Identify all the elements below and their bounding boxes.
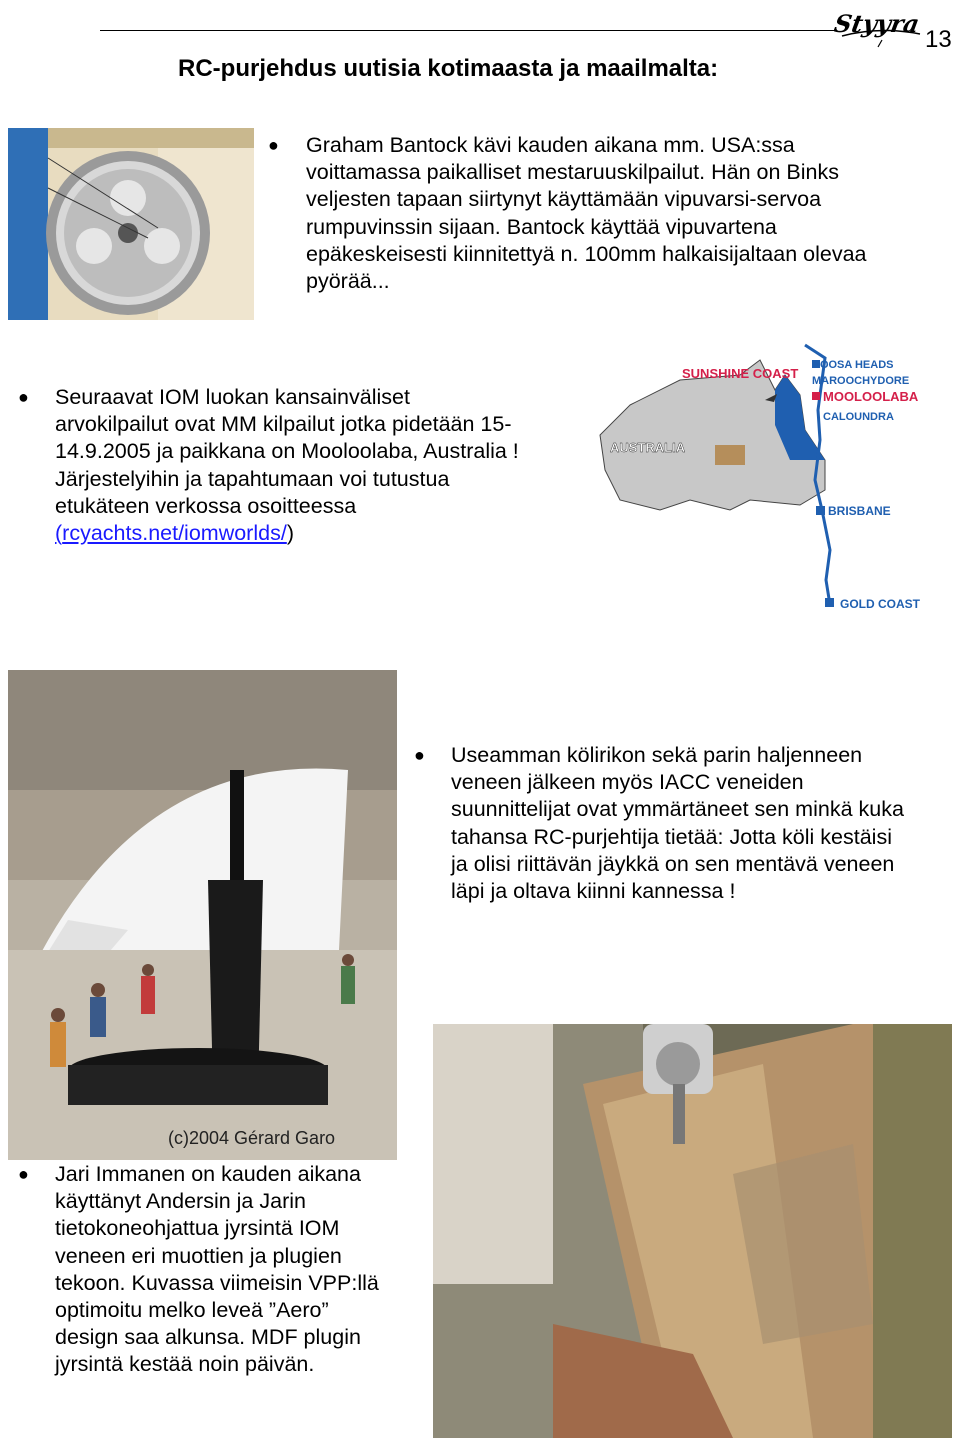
news-item-bantock [306, 132, 957, 295]
text-line: veljesten tapaan siirtynyt käyttämään vipuvarsi-servoa [306, 187, 822, 212]
news-item-iom-worlds [55, 384, 577, 547]
svg-text:Styyra: Styyra [834, 9, 922, 38]
text-line: läpi ja oltava kiinni kannessa ! [451, 879, 736, 904]
bullet-3: ● [414, 745, 425, 765]
cnc-milling-photo [433, 1024, 952, 1438]
map-place-caloundra: CALOUNDRA [823, 411, 894, 423]
map-region-label: SUNSHINE COAST [682, 366, 799, 381]
page-title: RC-purjehdus uutisia kotimaasta ja maailmalta: [178, 55, 719, 82]
text-line: etukäteen verkossa osoitteessa [55, 493, 357, 518]
text-line: epäkeskeisesti kiinnitettyä n. 100mm halkaisijaltaan olevaa [306, 241, 867, 266]
text-line: Graham Bantock kävi kauden aikana mm. USA:ssa [306, 133, 795, 157]
text-line: optimoitu melko leveä ”Aero” [55, 1298, 329, 1323]
map-country-label: AUSTRALIA [610, 440, 686, 455]
text-line: suunnittelijat ovat ymmärtäneet sen minkä kuka [451, 797, 904, 822]
text-line: design saa alkunsa. MDF plugin [55, 1325, 361, 1350]
text-line: käyttänyt Andersin ja Jarin [55, 1189, 306, 1214]
servo-wheel-photo [8, 128, 254, 320]
header-rule [100, 30, 835, 31]
bullet-4: ● [18, 1164, 29, 1184]
map-place-brisbane: BRISBANE [828, 504, 891, 518]
text-line: tekoon. Kuvassa viimeisin VPP:llä [55, 1270, 379, 1295]
news-item-iacc-keel [451, 742, 957, 905]
text-line: pyörää... [306, 269, 390, 294]
map-place-maroochydore: MAROOCHYDORE [812, 375, 910, 387]
text-line: jyrsintä kestää noin päivän. [55, 1352, 315, 1377]
text-line: ja olisi riittävän jäykkä on sen mentävä veneen [451, 851, 895, 876]
australia-map [590, 340, 935, 620]
text-line: Jari Immanen on kauden aikana [55, 1162, 361, 1186]
bullet-2: ● [18, 387, 29, 407]
map-place-goldcoast: GOLD COAST [840, 597, 920, 611]
bullet-1: ● [268, 135, 279, 155]
map-place-mooloolaba: MOOLOOLABA [823, 389, 919, 404]
text-line: tietokoneohjattua jyrsintä IOM [55, 1216, 340, 1241]
text-line: Järjestelyihin ja tapahtumaan voi tutustua [55, 466, 450, 491]
text-line: veneen jälkeen myös IACC veneiden [451, 770, 804, 795]
styyra-logo [834, 4, 924, 48]
text-line: voittamassa paikalliset mestaruuskilpailut. Hän on Binks [306, 160, 839, 185]
link-line: (rcyachts.net/iomworlds/) [55, 521, 294, 546]
iomworlds-link[interactable]: (rcyachts.net/iomworlds/ [55, 521, 287, 546]
text-line: arvokilpailut ovat MM kilpailut jotka pidetään 15- [55, 412, 512, 437]
keel-display-photo [8, 670, 397, 1160]
text-line: 14.9.2005 ja paikkana on Mooloolaba, Australia ! [55, 439, 519, 464]
page-number: 13 [925, 26, 952, 53]
text-line: Useamman kölirikon sekä parin haljenneen [451, 743, 863, 767]
text-line: Seuraavat IOM luokan kansainväliset [55, 385, 410, 409]
map-place-noosa: NOOSA HEADS [812, 359, 894, 371]
photo-credit: (c)2004 Gérard Garo [168, 1128, 336, 1148]
news-item-cnc [55, 1161, 416, 1379]
text-line: rumpuvinssin sijaan. Bantock käyttää vipuvartena [306, 214, 777, 239]
text-line: tahansa RC-purjehtija tietää: Jotta köli kestäisi [451, 824, 892, 849]
text-line: veneen eri muottien ja plugien [55, 1243, 342, 1268]
